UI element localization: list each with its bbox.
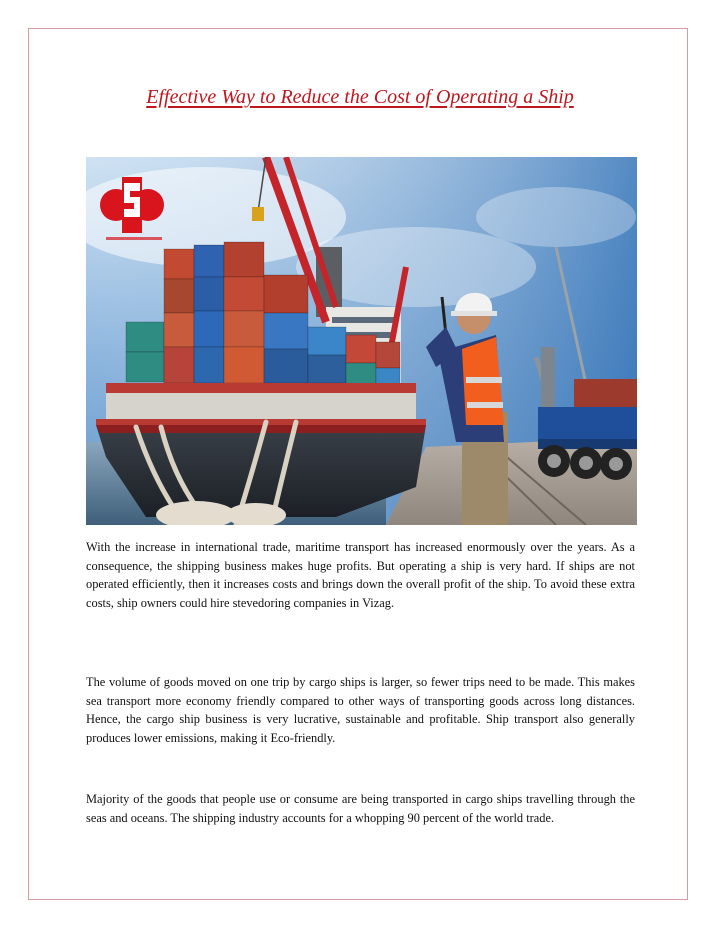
document-title: Effective Way to Reduce the Cost of Operating a Ship <box>146 86 574 108</box>
hero-image <box>86 157 637 525</box>
paragraph-3: Majority of the goods that people use or consume are being transported in cargo ships travelling through the seas and oceans. The shipping industry accounts for a whopping 90 percent of the world trade. <box>86 792 635 825</box>
paragraph-1: With the increase in international trade, maritime transport has increased enormously over the years. As a consequence, the shipping business makes huge profits. But operating a ship is very hard. If ships are not operated efficiently, then it increases costs and brings down the overall profit of the ship. To avoid these extra costs, ship owners could hire stevedoring companies in Vizag. <box>86 540 635 610</box>
paragraph-2: The volume of goods moved on one trip by cargo ships is larger, so fewer trips need to be made. This makes sea transport more economy friendly compared to other ways of transporting goods across long distances. Hence, the cargo ship business is very lucrative, sustainable and profitable. Ship transport also generally produces lower emissions, making it Eco-friendly. <box>86 675 635 745</box>
